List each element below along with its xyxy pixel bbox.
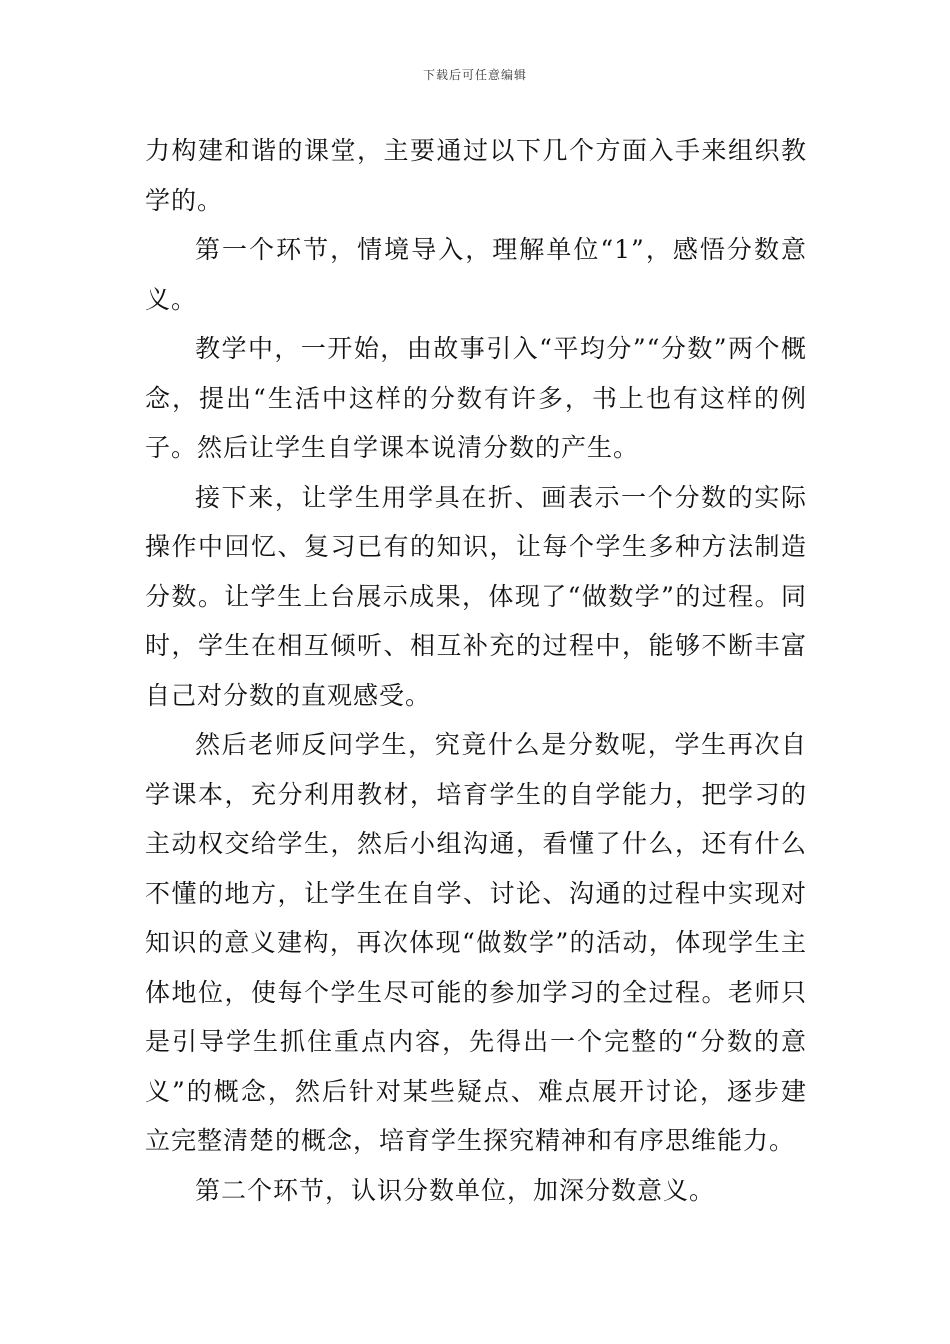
paragraph: 力构建和谐的课堂，主要通过以下几个方面入手来组织教学的。 xyxy=(145,136,807,215)
paragraph: 然后老师反问学生，究竟什么是分数呢，学生再次自学课本，充分利用教材，培育学生的自学能力，把学习的主动权交给学生，然后小组沟通，看懂了什么，还有什么不懂的地方，让学生在自学、讨论、沟通的过程中实现对知识的意义建构，再次体现“做数学”的活动，体现学生主体地位，使每个学生尽可能的参加学习的全过程。老师只是引导学生抓住重点内容，先得出一个完整的“分数的意义”的概念，然后针对某些疑点、难点展开讨论，逐步建立完整清楚的概念，培育学生探究精神和有序思维能力。 xyxy=(145,730,807,1155)
paragraph: 第一个环节，情境导入，理解单位“1”，感悟分数意义。 xyxy=(145,235,807,314)
document-body xyxy=(145,126,807,1215)
paragraph: 第二个环节，认识分数单位，加深分数意义。 xyxy=(195,1175,716,1205)
page-header: 下载后可任意编辑 xyxy=(422,68,527,82)
paragraph: 教学中，一开始，由故事引入“平均分”“分数”两个概念，提出“生活中这样的分数有许多，书上也有这样的例子。然后让学生自学课本说清分数的产生。 xyxy=(145,334,807,462)
paragraph: 接下来，让学生用学具在折、画表示一个分数的实际操作中回忆、复习已有的知识，让每个学生多种方法制造分数。让学生上台展示成果，体现了“做数学”的过程。同时，学生在相互倾听、相互补充的过程中，能够不断丰富自己对分数的直观感受。 xyxy=(145,482,807,710)
